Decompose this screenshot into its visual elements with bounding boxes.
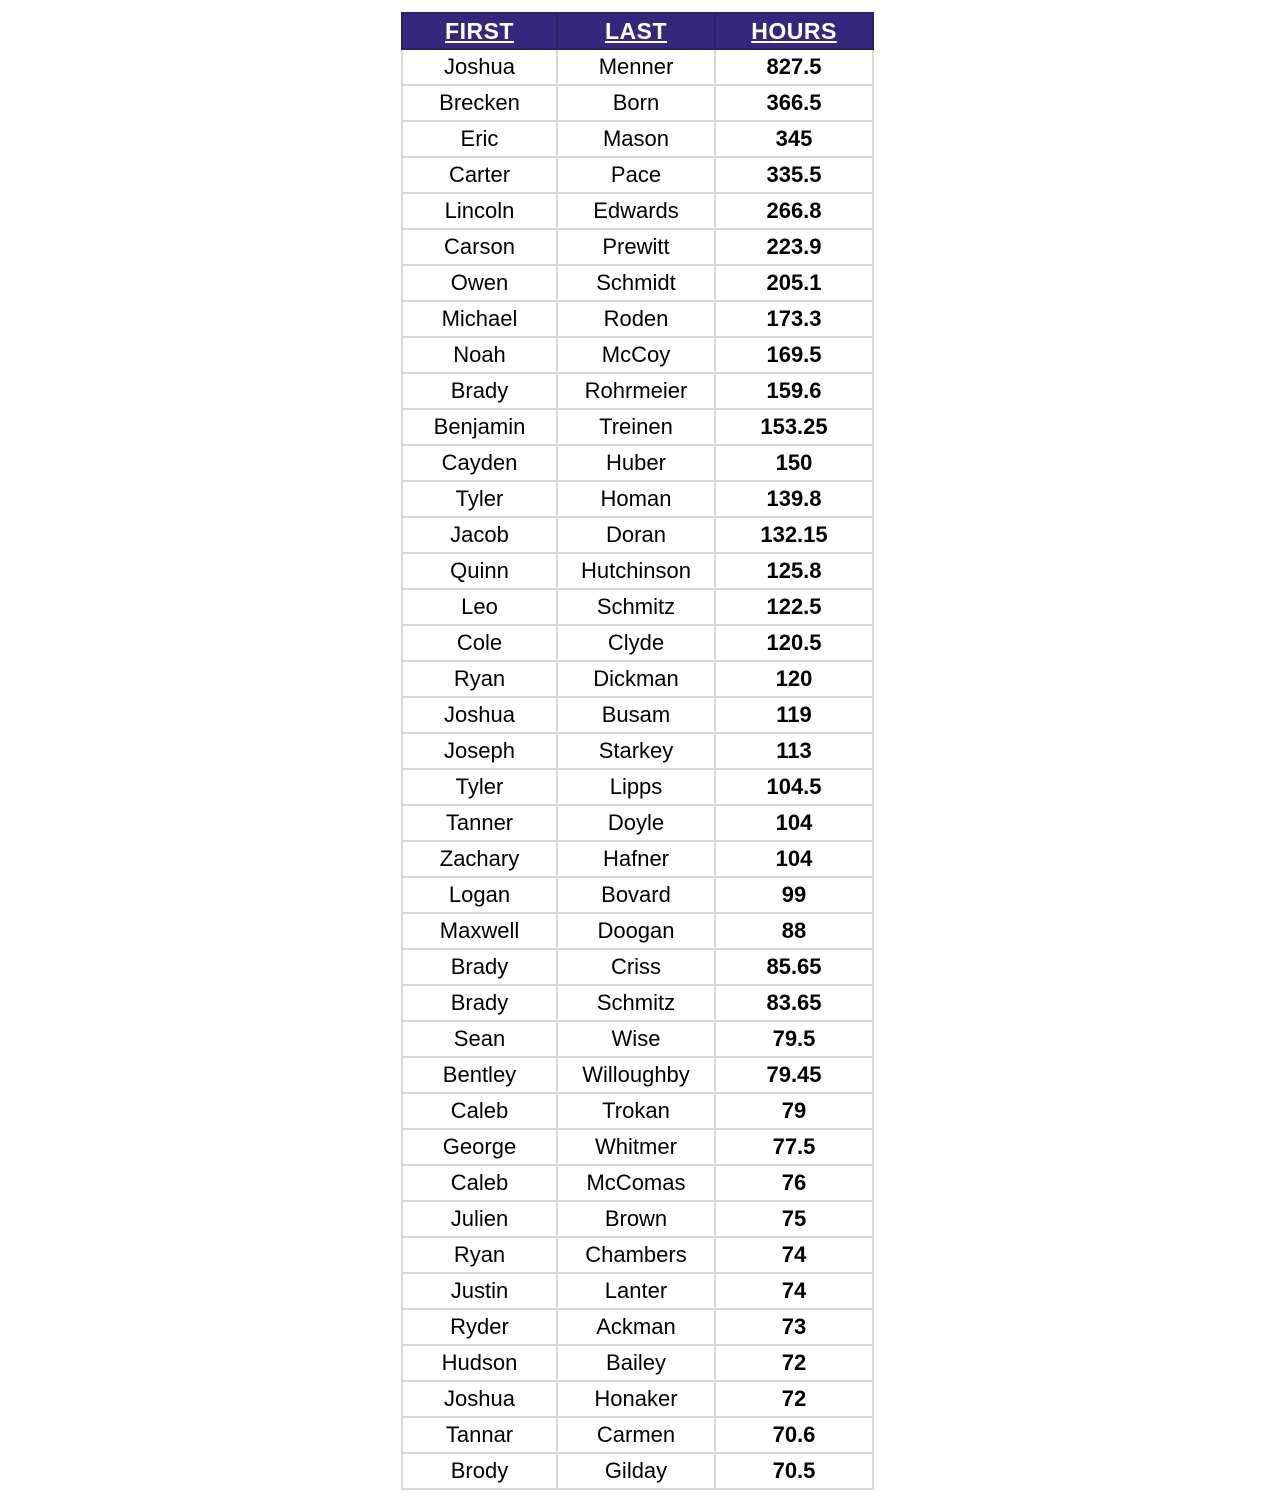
last-name-cell: Mason	[557, 121, 715, 157]
table-row	[402, 1057, 873, 1093]
last-name-cell: Homan	[557, 481, 715, 517]
last-name-cell: Willoughby	[557, 1057, 715, 1093]
first-name-cell: Julien	[402, 1201, 557, 1237]
hours-cell: 76	[715, 1165, 873, 1201]
table-row	[402, 589, 873, 625]
first-name-cell: Joseph	[402, 733, 557, 769]
last-name-cell: Schmitz	[557, 589, 715, 625]
last-name-cell: Whitmer	[557, 1129, 715, 1165]
hours-cell: 73	[715, 1309, 873, 1345]
table-row	[402, 877, 873, 913]
first-name-cell: Brady	[402, 373, 557, 409]
hours-cell: 79.45	[715, 1057, 873, 1093]
first-name-cell: Carter	[402, 157, 557, 193]
last-name-cell: Schmidt	[557, 265, 715, 301]
column-header-last: LAST	[557, 13, 715, 49]
last-name-cell: Brown	[557, 1201, 715, 1237]
first-name-cell: Tannar	[402, 1417, 557, 1453]
table-row	[402, 985, 873, 1021]
hours-cell: 75	[715, 1201, 873, 1237]
last-name-cell: Clyde	[557, 625, 715, 661]
last-name-cell: Gilday	[557, 1453, 715, 1489]
hours-table-container	[401, 12, 874, 1490]
table-row	[402, 805, 873, 841]
last-name-cell: Dickman	[557, 661, 715, 697]
first-name-cell: Hudson	[402, 1345, 557, 1381]
first-name-cell: Brady	[402, 985, 557, 1021]
table-row	[402, 1309, 873, 1345]
last-name-cell: Trokan	[557, 1093, 715, 1129]
last-name-cell: McComas	[557, 1165, 715, 1201]
first-name-cell: Tyler	[402, 769, 557, 805]
table-row	[402, 1021, 873, 1057]
table-row	[402, 1417, 873, 1453]
table-row	[402, 1237, 873, 1273]
first-name-cell: Caleb	[402, 1093, 557, 1129]
table-header-row	[402, 13, 873, 49]
last-name-cell: Treinen	[557, 409, 715, 445]
table-row	[402, 193, 873, 229]
last-name-cell: Born	[557, 85, 715, 121]
hours-cell: 74	[715, 1273, 873, 1309]
first-name-cell: Cayden	[402, 445, 557, 481]
first-name-cell: Michael	[402, 301, 557, 337]
last-name-cell: Schmitz	[557, 985, 715, 1021]
last-name-cell: Huber	[557, 445, 715, 481]
hours-cell: 83.65	[715, 985, 873, 1021]
table-row	[402, 1129, 873, 1165]
first-name-cell: Justin	[402, 1273, 557, 1309]
last-name-cell: Wise	[557, 1021, 715, 1057]
last-name-cell: Bailey	[557, 1345, 715, 1381]
first-name-cell: Lincoln	[402, 193, 557, 229]
table-row	[402, 49, 873, 85]
table-row	[402, 373, 873, 409]
first-name-cell: Brady	[402, 949, 557, 985]
first-name-cell: Brecken	[402, 85, 557, 121]
hours-cell: 79.5	[715, 1021, 873, 1057]
table-row	[402, 409, 873, 445]
hours-cell: 104.5	[715, 769, 873, 805]
hours-cell: 223.9	[715, 229, 873, 265]
hours-cell: 77.5	[715, 1129, 873, 1165]
first-name-cell: Joshua	[402, 49, 557, 85]
last-name-cell: Carmen	[557, 1417, 715, 1453]
first-name-cell: Tyler	[402, 481, 557, 517]
first-name-cell: Eric	[402, 121, 557, 157]
hours-cell: 125.8	[715, 553, 873, 589]
hours-cell: 79	[715, 1093, 873, 1129]
first-name-cell: Ryan	[402, 1237, 557, 1273]
hours-cell: 139.8	[715, 481, 873, 517]
hours-cell: 150	[715, 445, 873, 481]
last-name-cell: Honaker	[557, 1381, 715, 1417]
last-name-cell: Menner	[557, 49, 715, 85]
table-row	[402, 265, 873, 301]
table-row	[402, 517, 873, 553]
first-name-cell: Joshua	[402, 1381, 557, 1417]
last-name-cell: Pace	[557, 157, 715, 193]
table-row	[402, 337, 873, 373]
hours-cell: 113	[715, 733, 873, 769]
table-row	[402, 553, 873, 589]
hours-cell: 120	[715, 661, 873, 697]
hours-cell: 104	[715, 841, 873, 877]
first-name-cell: Noah	[402, 337, 557, 373]
first-name-cell: Logan	[402, 877, 557, 913]
first-name-cell: Brody	[402, 1453, 557, 1489]
last-name-cell: Hafner	[557, 841, 715, 877]
hours-cell: 153.25	[715, 409, 873, 445]
hours-cell: 88	[715, 913, 873, 949]
hours-cell: 173.3	[715, 301, 873, 337]
hours-table	[401, 12, 874, 1490]
table-row	[402, 301, 873, 337]
first-name-cell: Owen	[402, 265, 557, 301]
last-name-cell: Lanter	[557, 1273, 715, 1309]
hours-cell: 99	[715, 877, 873, 913]
table-row	[402, 1453, 873, 1489]
first-name-cell: Cole	[402, 625, 557, 661]
last-name-cell: Criss	[557, 949, 715, 985]
first-name-cell: Benjamin	[402, 409, 557, 445]
first-name-cell: Sean	[402, 1021, 557, 1057]
hours-cell: 169.5	[715, 337, 873, 373]
last-name-cell: Chambers	[557, 1237, 715, 1273]
last-name-cell: Doogan	[557, 913, 715, 949]
first-name-cell: Zachary	[402, 841, 557, 877]
last-name-cell: Prewitt	[557, 229, 715, 265]
last-name-cell: Lipps	[557, 769, 715, 805]
hours-cell: 266.8	[715, 193, 873, 229]
table-row	[402, 841, 873, 877]
first-name-cell: Leo	[402, 589, 557, 625]
table-row	[402, 661, 873, 697]
table-row	[402, 1381, 873, 1417]
last-name-cell: Bovard	[557, 877, 715, 913]
last-name-cell: Starkey	[557, 733, 715, 769]
first-name-cell: Ryder	[402, 1309, 557, 1345]
hours-cell: 85.65	[715, 949, 873, 985]
hours-cell: 335.5	[715, 157, 873, 193]
first-name-cell: Jacob	[402, 517, 557, 553]
hours-cell: 70.6	[715, 1417, 873, 1453]
table-row	[402, 445, 873, 481]
hours-cell: 119	[715, 697, 873, 733]
hours-cell: 122.5	[715, 589, 873, 625]
last-name-cell: Busam	[557, 697, 715, 733]
table-row	[402, 85, 873, 121]
table-row	[402, 481, 873, 517]
table-row	[402, 1345, 873, 1381]
hours-cell: 159.6	[715, 373, 873, 409]
hours-cell: 366.5	[715, 85, 873, 121]
hours-cell: 120.5	[715, 625, 873, 661]
last-name-cell: Rohrmeier	[557, 373, 715, 409]
table-row	[402, 229, 873, 265]
hours-cell: 104	[715, 805, 873, 841]
last-name-cell: Hutchinson	[557, 553, 715, 589]
table-row	[402, 949, 873, 985]
hours-cell: 74	[715, 1237, 873, 1273]
table-row	[402, 769, 873, 805]
first-name-cell: George	[402, 1129, 557, 1165]
first-name-cell: Ryan	[402, 661, 557, 697]
first-name-cell: Caleb	[402, 1165, 557, 1201]
first-name-cell: Maxwell	[402, 913, 557, 949]
last-name-cell: Doran	[557, 517, 715, 553]
table-row	[402, 1273, 873, 1309]
last-name-cell: Edwards	[557, 193, 715, 229]
last-name-cell: McCoy	[557, 337, 715, 373]
hours-cell: 345	[715, 121, 873, 157]
table-row	[402, 625, 873, 661]
column-header-first: FIRST	[402, 13, 557, 49]
table-row	[402, 697, 873, 733]
table-row	[402, 1201, 873, 1237]
last-name-cell: Doyle	[557, 805, 715, 841]
table-row	[402, 157, 873, 193]
table-row	[402, 913, 873, 949]
table-row	[402, 121, 873, 157]
hours-cell: 827.5	[715, 49, 873, 85]
hours-cell: 72	[715, 1345, 873, 1381]
table-row	[402, 733, 873, 769]
table-row	[402, 1093, 873, 1129]
first-name-cell: Bentley	[402, 1057, 557, 1093]
table-row	[402, 1165, 873, 1201]
table-body	[402, 49, 873, 1489]
first-name-cell: Quinn	[402, 553, 557, 589]
hours-cell: 72	[715, 1381, 873, 1417]
first-name-cell: Carson	[402, 229, 557, 265]
first-name-cell: Joshua	[402, 697, 557, 733]
last-name-cell: Ackman	[557, 1309, 715, 1345]
hours-cell: 205.1	[715, 265, 873, 301]
column-header-hours: HOURS	[715, 13, 873, 49]
hours-cell: 132.15	[715, 517, 873, 553]
first-name-cell: Tanner	[402, 805, 557, 841]
hours-cell: 70.5	[715, 1453, 873, 1489]
last-name-cell: Roden	[557, 301, 715, 337]
